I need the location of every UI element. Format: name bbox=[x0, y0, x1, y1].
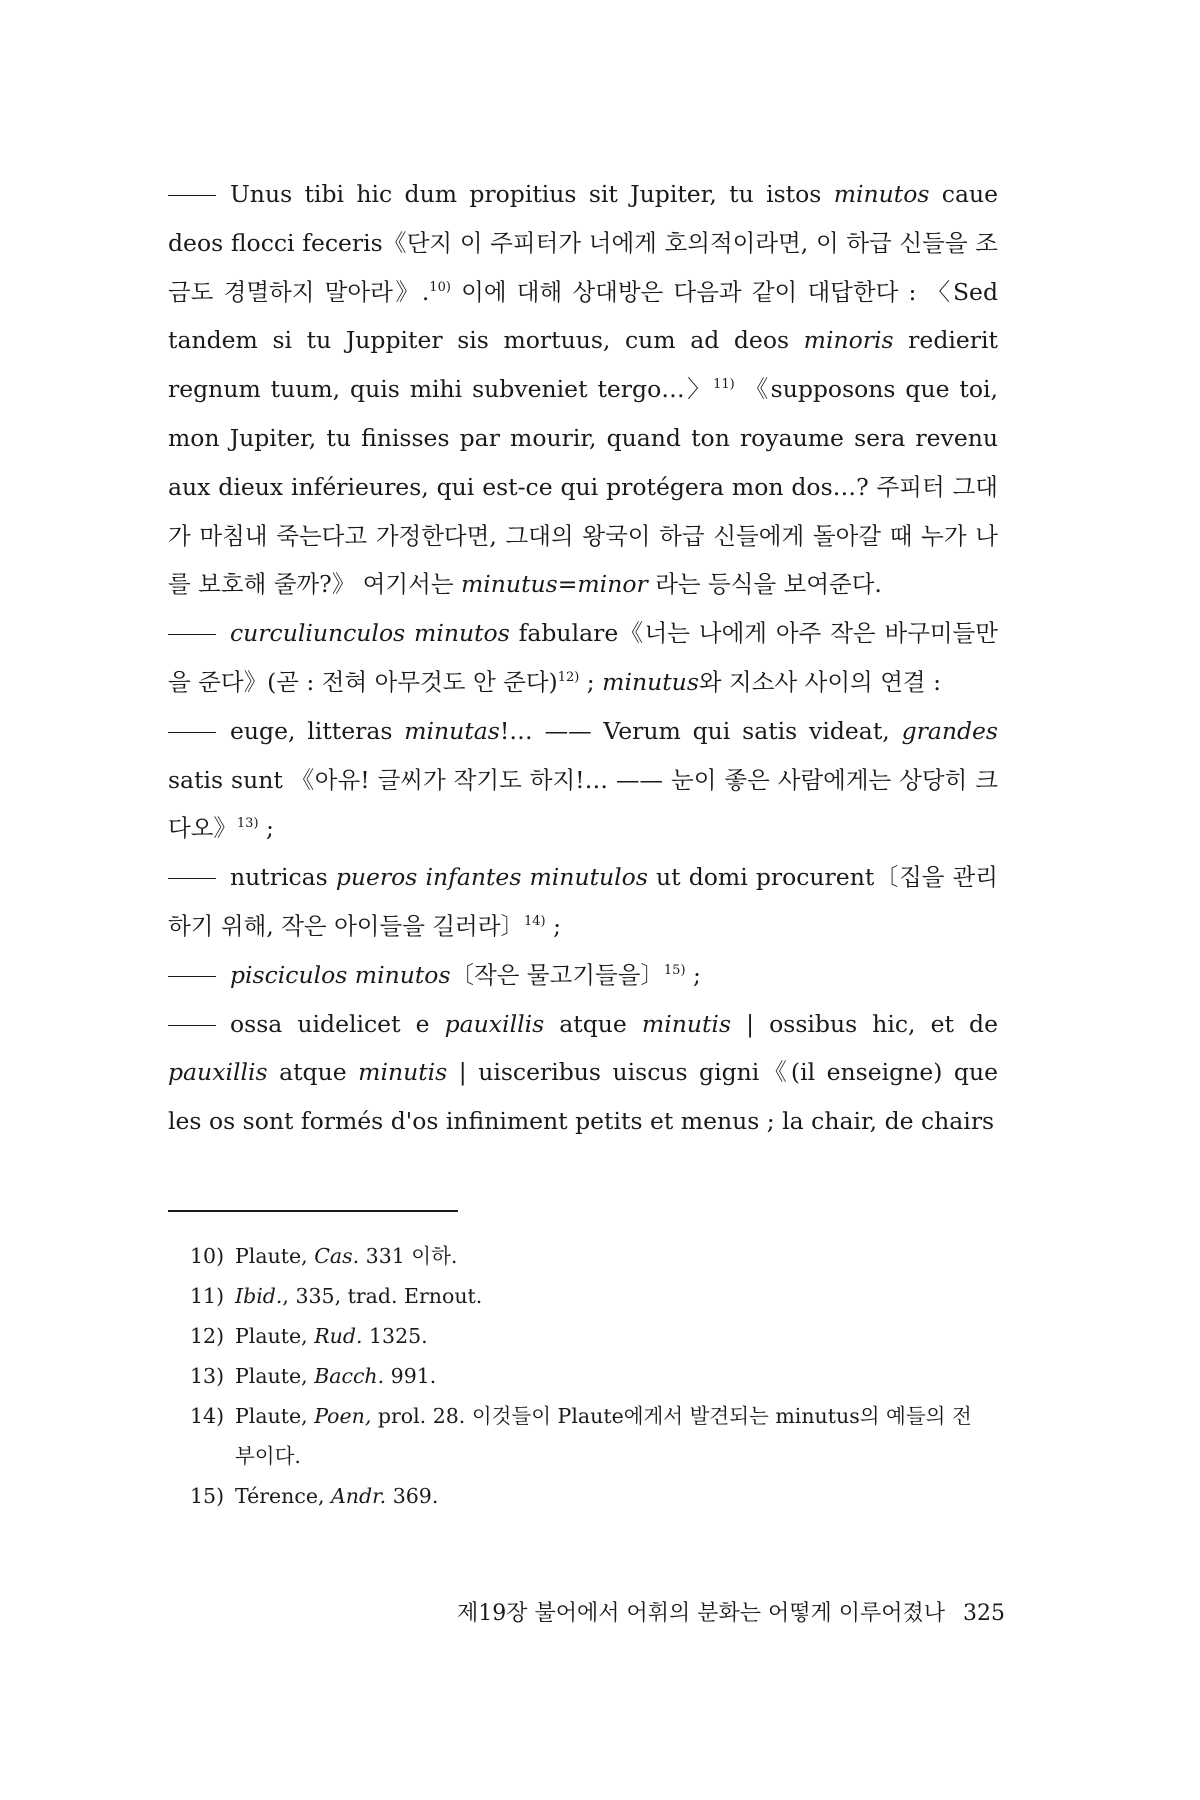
text-run: 331 이하. bbox=[359, 1244, 458, 1268]
text-run: Térence, bbox=[235, 1484, 331, 1508]
text-run: , 335, trad. Ernout. bbox=[282, 1284, 483, 1308]
footnote-number: 15) bbox=[190, 1484, 225, 1508]
footnote-separator bbox=[168, 1210, 458, 1212]
text-run: atque bbox=[544, 1009, 642, 1038]
paragraph bbox=[168, 707, 998, 853]
em-dash-rule bbox=[168, 976, 216, 977]
body-text bbox=[168, 170, 998, 1146]
paragraph bbox=[168, 853, 998, 951]
italic-text: Andr. bbox=[331, 1484, 387, 1508]
italic-text: minutos bbox=[833, 180, 930, 208]
italic-text: Bacch. bbox=[314, 1364, 385, 1388]
em-dash-rule bbox=[168, 878, 216, 879]
text-run: ; bbox=[579, 667, 603, 696]
footnote bbox=[190, 1396, 990, 1476]
italic-text: minoris bbox=[803, 326, 894, 355]
paragraph bbox=[168, 951, 998, 1000]
text-run: 369. bbox=[386, 1484, 439, 1508]
text-run: !… —— Verum qui satis videat, bbox=[499, 716, 902, 745]
italic-text: minutis bbox=[358, 1058, 448, 1087]
paragraph bbox=[168, 1000, 998, 1146]
text-run: ; bbox=[685, 960, 701, 989]
footnote-ref: 10) bbox=[429, 279, 451, 295]
running-head: 제19장 불어에서 어휘의 분화는 어떻게 이루어졌나 bbox=[456, 1601, 945, 1626]
page-number: 325 bbox=[963, 1601, 1005, 1626]
paragraph bbox=[168, 170, 998, 609]
em-dash-rule bbox=[168, 732, 216, 733]
em-dash-rule bbox=[168, 634, 216, 635]
text-run: ut domi procurent〔집을 관리하기 위해, 작은 아이들을 길러라〕 bbox=[168, 863, 999, 940]
text-run: euge, litteras bbox=[230, 716, 405, 745]
italic-text: pauxillis bbox=[168, 1058, 268, 1087]
text-run: Plaute, bbox=[235, 1364, 315, 1388]
footnote-number: 13) bbox=[190, 1364, 225, 1388]
page-footer bbox=[325, 1596, 1005, 1627]
footnote-ref: 14) bbox=[523, 914, 546, 930]
footnote-ref: 12) bbox=[557, 670, 580, 686]
text-run: redierit regnum tuum, quis mihi subveniet tergo…〉 bbox=[168, 326, 998, 404]
footnote-number: 11) bbox=[190, 1284, 225, 1308]
footnote-number: 10) bbox=[190, 1244, 225, 1268]
text-run: | uisceribus uiscus gigni《(il enseigne) que les os sont formés d'os infiniment petits et menus ; la chair, de chairs bbox=[168, 1058, 999, 1136]
text-run: ossa uidelicet e bbox=[230, 1009, 445, 1038]
text-run: 이에 대해 상대방은 다음과 같이 대답한다 : 〈Sed tandem si tu Juppiter sis mortuus, cum ad deos bbox=[168, 277, 998, 355]
text-run: 1325. bbox=[362, 1324, 428, 1348]
text-run: fabulare《너는 나에게 아주 작은 바구미들만을 준다》(곧 : 전혀 아무것도 안 준다) bbox=[168, 619, 999, 696]
text-run: 〔작은 물고기들을〕 bbox=[450, 960, 664, 989]
footnote bbox=[190, 1316, 990, 1356]
text-run: Plaute, bbox=[235, 1404, 315, 1428]
footnote-ref: 11) bbox=[713, 377, 735, 393]
italic-text: Rud. bbox=[314, 1324, 363, 1348]
text-run: Plaute, bbox=[235, 1324, 315, 1348]
footnote-ref: 13) bbox=[236, 816, 259, 832]
italic-text: pauxillis bbox=[444, 1009, 545, 1038]
footnote-number: 12) bbox=[190, 1324, 225, 1348]
italic-text: Cas. bbox=[314, 1244, 360, 1268]
text-run: 991. bbox=[384, 1364, 437, 1388]
em-dash-rule bbox=[168, 195, 216, 196]
italic-text: minutus=minor bbox=[461, 570, 648, 599]
text-run: 와 지소사 사이의 연결 : bbox=[698, 667, 941, 696]
italic-text: Poen, bbox=[314, 1404, 372, 1428]
italic-text: curculiunculos minutos bbox=[230, 619, 510, 648]
text-run: nutricas bbox=[230, 863, 336, 892]
text-run: prol. 28. 이것들이 Plaute에게서 발견되는 minutus의 예들의 전부이다. bbox=[235, 1404, 972, 1468]
italic-text: Ibid. bbox=[235, 1284, 283, 1308]
text-run: 라는 등식을 보여준다. bbox=[647, 570, 882, 599]
italic-text: minutas bbox=[404, 716, 500, 745]
footnote bbox=[190, 1276, 990, 1316]
text-run: atque bbox=[267, 1058, 359, 1087]
italic-text: pueros infantes minutulos bbox=[335, 863, 648, 892]
text-run: Plaute, bbox=[235, 1244, 315, 1268]
footnote bbox=[190, 1236, 990, 1276]
footnotes bbox=[190, 1236, 990, 1516]
footnote bbox=[190, 1356, 990, 1396]
text-run: ; bbox=[545, 911, 561, 940]
italic-text: minutus bbox=[602, 667, 699, 696]
text-run: | ossibus hic, et de bbox=[731, 1009, 998, 1038]
footnote bbox=[190, 1476, 990, 1516]
italic-text: minutis bbox=[641, 1009, 732, 1038]
footnote-ref: 15) bbox=[663, 962, 686, 978]
em-dash-rule bbox=[168, 1025, 216, 1026]
italic-text: pisciculos minutos bbox=[230, 960, 451, 989]
paragraph bbox=[168, 609, 998, 707]
text-run: 《supposons que toi, mon Jupiter, tu finisses par mourir, quand ton royaume sera revenu aux dieux inférieures, qui est-ce qui protégera mon dos…? 주피터 그대가 마침내 죽는다고 가정한다면, 그대의 왕국이 하급 신들에게 돌아갈 때 누가 나를 보호해 줄까?》 여기서는 bbox=[168, 375, 998, 599]
text-run: Unus tibi hic dum propitius sit Jupiter, tu istos bbox=[230, 180, 834, 208]
text-run: satis sunt 《아유! 글씨가 작기도 하지!… —— 눈이 좋은 사람에게는 상당히 크다오》 bbox=[168, 765, 998, 843]
text-run: caue deos flocci feceris《단지 이 주피터가 너에게 호의적이라면, 이 하급 신들을 조금도 경멸하지 말아라》. bbox=[168, 180, 998, 306]
italic-text: grandes bbox=[901, 716, 998, 745]
footnote-number: 14) bbox=[190, 1404, 225, 1428]
text-run: ; bbox=[258, 814, 274, 843]
